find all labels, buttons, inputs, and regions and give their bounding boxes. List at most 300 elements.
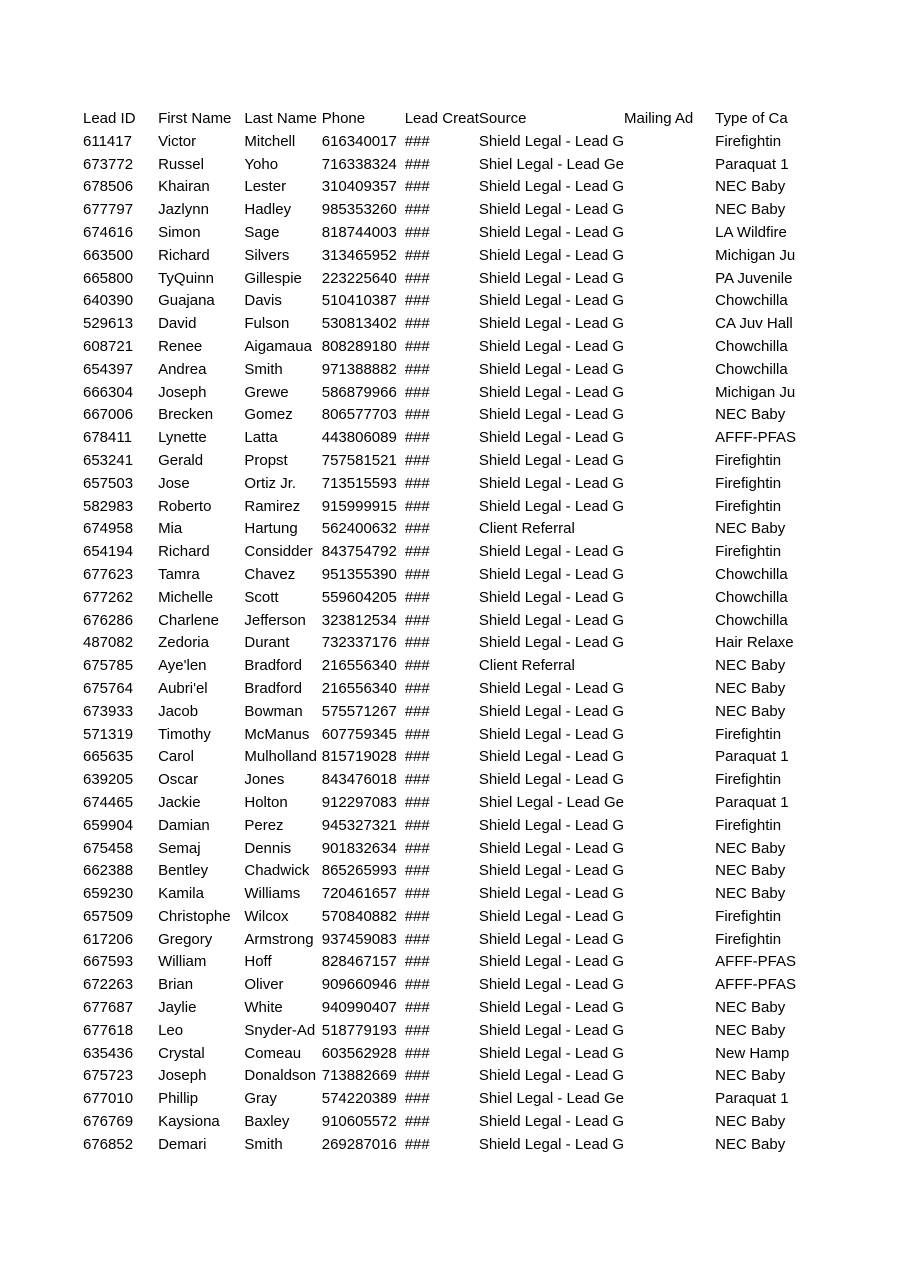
mailing-address-cell: [624, 245, 715, 268]
lead-id-cell: 611417: [83, 132, 132, 150]
type-of-case-cell: Chowchilla: [715, 588, 788, 606]
phone-cell: 937459083: [321, 930, 397, 948]
table-row[interactable]: [83, 587, 813, 610]
mailing-address-cell: [624, 587, 715, 610]
phone-cell: 843754792: [321, 543, 397, 561]
table-row[interactable]: [83, 404, 813, 427]
lead-created-cell: ###: [404, 1090, 430, 1108]
table-row[interactable]: [83, 1111, 813, 1134]
first-name-cell: Michelle: [158, 588, 214, 606]
first-name-cell: Jaylie: [158, 999, 197, 1017]
phone-cell: 757581521: [321, 451, 397, 469]
column-header-phone: Phone: [321, 110, 366, 127]
lead-created-cell: ###: [404, 223, 430, 241]
last-name-cell: Baxley: [244, 1113, 290, 1131]
column-header-lead-created: Lead Creat: [404, 110, 479, 127]
first-name-cell: Charlene: [158, 611, 219, 629]
type-of-case-cell: Firefightin: [715, 930, 782, 948]
lead-id-cell: 673933: [83, 702, 134, 720]
type-of-case-cell: NEC Baby: [715, 1113, 786, 1131]
last-name-cell: Fulson: [244, 315, 290, 333]
phone-cell: 310409357: [321, 178, 397, 196]
last-name-cell: White: [244, 999, 283, 1017]
source-cell: Shield Legal - Lead G: [478, 1067, 625, 1085]
last-name-cell: Snyder-Ad: [244, 1021, 316, 1039]
mailing-address-cell: [624, 951, 715, 974]
source-cell: Shield Legal - Lead G: [478, 976, 625, 994]
type-of-case-cell: Michigan Ju: [715, 383, 796, 401]
table-row[interactable]: [83, 359, 813, 382]
source-cell: Shield Legal - Lead G: [478, 337, 625, 355]
table-row[interactable]: [83, 929, 813, 952]
last-name-cell: Aigamaua: [244, 337, 312, 355]
table-row[interactable]: [83, 313, 813, 336]
lead-created-cell: ###: [404, 1021, 430, 1039]
source-cell: Shield Legal - Lead G: [478, 999, 625, 1017]
lead-created-cell: ###: [404, 178, 430, 196]
lead-id-cell: 674465: [83, 793, 134, 811]
source-cell: Shiel Legal - Lead Ge: [478, 793, 625, 811]
lead-id-cell: 582983: [83, 497, 134, 515]
lead-created-cell: ###: [404, 497, 430, 515]
table-row[interactable]: [83, 1065, 813, 1088]
source-cell: Shield Legal - Lead G: [478, 839, 625, 857]
source-cell: Shield Legal - Lead G: [478, 816, 625, 834]
type-of-case-cell: Firefightin: [715, 725, 782, 743]
type-of-case-cell: NEC Baby: [715, 885, 786, 903]
first-name-cell: Guajana: [158, 292, 215, 310]
mailing-address-cell: [624, 199, 715, 222]
table-row[interactable]: [83, 473, 813, 496]
lead-created-cell: ###: [404, 999, 430, 1017]
mailing-address-cell: [624, 746, 715, 769]
type-of-case-cell: New Hamp: [715, 1044, 790, 1062]
lead-id-cell: 662388: [83, 862, 134, 880]
type-of-case-cell: PA Juvenile: [715, 269, 793, 287]
table-row[interactable]: [83, 746, 813, 769]
phone-cell: 732337176: [321, 634, 397, 652]
source-cell: Shield Legal - Lead G: [478, 702, 625, 720]
table-row[interactable]: [83, 382, 813, 405]
type-of-case-cell: NEC Baby: [715, 1135, 786, 1153]
first-name-cell: Victor: [158, 132, 197, 150]
phone-cell: 713515593: [321, 474, 397, 492]
lead-created-cell: ###: [404, 793, 430, 811]
lead-created-cell: ###: [404, 1067, 430, 1085]
lead-created-cell: ###: [404, 269, 430, 287]
lead-id-cell: 665635: [83, 748, 134, 766]
type-of-case-cell: NEC Baby: [715, 178, 786, 196]
first-name-cell: Semaj: [158, 839, 201, 857]
lead-created-cell: ###: [404, 337, 430, 355]
last-name-cell: Considder: [244, 543, 313, 561]
mailing-address-cell: [624, 176, 715, 199]
first-name-cell: Joseph: [158, 383, 207, 401]
mailing-address-cell: [624, 404, 715, 427]
last-name-cell: Williams: [244, 885, 301, 903]
phone-cell: 716338324: [321, 155, 397, 173]
type-of-case-cell: Firefightin: [715, 907, 782, 925]
lead-id-cell: 571319: [83, 725, 134, 743]
table-row[interactable]: [83, 860, 813, 883]
source-cell: Shiel Legal - Lead Ge: [478, 155, 625, 173]
phone-cell: 985353260: [321, 201, 397, 219]
phone-cell: 909660946: [321, 976, 397, 994]
first-name-cell: Richard: [158, 246, 210, 264]
first-name-cell: Brian: [158, 976, 194, 994]
source-cell: Client Referral: [478, 657, 575, 675]
lead-created-cell: ###: [404, 1135, 430, 1153]
last-name-cell: Chavez: [244, 565, 296, 583]
mailing-address-cell: [624, 336, 715, 359]
column-header-source: Source: [478, 110, 527, 127]
lead-id-cell: 529613: [83, 315, 134, 333]
mailing-address-cell: [624, 564, 715, 587]
last-name-cell: Holton: [244, 793, 288, 811]
lead-id-cell: 654397: [83, 360, 134, 378]
type-of-case-cell: Chowchilla: [715, 337, 788, 355]
phone-cell: 575571267: [321, 702, 397, 720]
table-row[interactable]: [83, 496, 813, 519]
mailing-address-cell: [624, 1111, 715, 1134]
phone-cell: 818744003: [321, 223, 397, 241]
first-name-cell: Simon: [158, 223, 201, 241]
source-cell: Shield Legal - Lead G: [478, 930, 625, 948]
last-name-cell: Durant: [244, 634, 290, 652]
phone-cell: 843476018: [321, 771, 397, 789]
phone-cell: 616340017: [321, 132, 397, 150]
lead-id-cell: 640390: [83, 292, 134, 310]
type-of-case-cell: Chowchilla: [715, 611, 788, 629]
last-name-cell: Hoff: [244, 953, 272, 971]
last-name-cell: Grewe: [244, 383, 289, 401]
type-of-case-cell: AFFF-PFAS: [715, 976, 797, 994]
lead-id-cell: 677687: [83, 999, 134, 1017]
mailing-address-cell: [624, 974, 715, 997]
last-name-cell: Davis: [244, 292, 282, 310]
lead-id-cell: 639205: [83, 771, 134, 789]
first-name-cell: Jazlynn: [158, 201, 209, 219]
lead-id-cell: 678506: [83, 178, 134, 196]
lead-created-cell: ###: [404, 588, 430, 606]
source-cell: Shield Legal - Lead G: [478, 178, 625, 196]
table-header: [83, 108, 813, 131]
table-row[interactable]: [83, 815, 813, 838]
source-cell: Shield Legal - Lead G: [478, 360, 625, 378]
type-of-case-cell: NEC Baby: [715, 702, 786, 720]
source-cell: Shield Legal - Lead G: [478, 543, 625, 561]
table-row[interactable]: [83, 131, 813, 154]
lead-created-cell: ###: [404, 702, 430, 720]
source-cell: Shield Legal - Lead G: [478, 315, 625, 333]
first-name-cell: Jackie: [158, 793, 201, 811]
first-name-cell: Gerald: [158, 451, 204, 469]
lead-created-cell: ###: [404, 953, 430, 971]
source-cell: Shield Legal - Lead G: [478, 1021, 625, 1039]
type-of-case-cell: NEC Baby: [715, 657, 786, 675]
phone-cell: 910605572: [321, 1113, 397, 1131]
phone-cell: 815719028: [321, 748, 397, 766]
source-cell: Shield Legal - Lead G: [478, 474, 625, 492]
lead-id-cell: 663500: [83, 246, 134, 264]
first-name-cell: Gregory: [158, 930, 213, 948]
lead-created-cell: ###: [404, 315, 430, 333]
table-row[interactable]: [83, 678, 813, 701]
source-cell: Shield Legal - Lead G: [478, 771, 625, 789]
last-name-cell: Bradford: [244, 657, 302, 675]
lead-created-cell: ###: [404, 201, 430, 219]
table-row[interactable]: [83, 199, 813, 222]
mailing-address-cell: [624, 997, 715, 1020]
lead-created-cell: ###: [404, 451, 430, 469]
mailing-address-cell: [624, 222, 715, 245]
column-header-lead-id: Lead ID: [83, 110, 136, 127]
table-row[interactable]: [83, 906, 813, 929]
table-row[interactable]: [83, 1043, 813, 1066]
phone-cell: 562400632: [321, 520, 397, 538]
first-name-cell: Oscar: [158, 771, 199, 789]
last-name-cell: Lester: [244, 178, 287, 196]
mailing-address-cell: [624, 131, 715, 154]
first-name-cell: Russel: [158, 155, 204, 173]
table-row[interactable]: [83, 541, 813, 564]
lead-id-cell: 678411: [83, 429, 132, 447]
mailing-address-cell: [624, 860, 715, 883]
table-row[interactable]: [83, 518, 813, 541]
last-name-cell: Wilcox: [244, 907, 289, 925]
phone-cell: 940990407: [321, 999, 397, 1017]
table-row[interactable]: [83, 245, 813, 268]
lead-created-cell: ###: [404, 634, 430, 652]
phone-cell: 323812534: [321, 611, 397, 629]
lead-id-cell: 487082: [83, 634, 134, 652]
table-row[interactable]: [83, 974, 813, 997]
first-name-cell: Christophe: [158, 907, 231, 925]
source-cell: Shield Legal - Lead G: [478, 201, 625, 219]
first-name-cell: Joseph: [158, 1067, 207, 1085]
type-of-case-cell: Paraquat 1: [715, 748, 789, 766]
table-body: [83, 131, 813, 1157]
lead-id-cell: 677010: [83, 1090, 134, 1108]
first-name-cell: Carol: [158, 748, 194, 766]
phone-cell: 806577703: [321, 406, 397, 424]
first-name-cell: Bentley: [158, 862, 209, 880]
last-name-cell: McManus: [244, 725, 310, 743]
source-cell: Client Referral: [478, 520, 575, 538]
type-of-case-cell: Paraquat 1: [715, 1090, 789, 1108]
first-name-cell: Lynette: [158, 429, 207, 447]
lead-id-cell: 653241: [83, 451, 134, 469]
last-name-cell: Silvers: [244, 246, 290, 264]
last-name-cell: Mitchell: [244, 132, 296, 150]
phone-cell: 915999915: [321, 497, 397, 515]
lead-created-cell: ###: [404, 679, 430, 697]
table-row[interactable]: [83, 951, 813, 974]
last-name-cell: Hadley: [244, 201, 292, 219]
first-name-cell: Timothy: [158, 725, 211, 743]
mailing-address-cell: [624, 838, 715, 861]
lead-id-cell: 676852: [83, 1135, 134, 1153]
lead-created-cell: ###: [404, 429, 430, 447]
first-name-cell: Demari: [158, 1135, 207, 1153]
first-name-cell: Jacob: [158, 702, 199, 720]
mailing-address-cell: [624, 655, 715, 678]
lead-id-cell: 674958: [83, 520, 134, 538]
lead-created-cell: ###: [404, 771, 430, 789]
lead-created-cell: ###: [404, 246, 430, 264]
table-row[interactable]: [83, 632, 813, 655]
last-name-cell: Yoho: [244, 155, 279, 173]
table-row[interactable]: [83, 792, 813, 815]
last-name-cell: Jefferson: [244, 611, 306, 629]
mailing-address-cell: [624, 1020, 715, 1043]
mailing-address-cell: [624, 632, 715, 655]
type-of-case-cell: Hair Relaxe: [715, 634, 794, 652]
source-cell: Shiel Legal - Lead Ge: [478, 1090, 625, 1108]
lead-id-cell: 665800: [83, 269, 134, 287]
lead-created-cell: ###: [404, 976, 430, 994]
phone-cell: 223225640: [321, 269, 397, 287]
type-of-case-cell: NEC Baby: [715, 1021, 786, 1039]
mailing-address-cell: [624, 1088, 715, 1111]
lead-id-cell: 677262: [83, 588, 134, 606]
table-row[interactable]: [83, 838, 813, 861]
table-row[interactable]: [83, 222, 813, 245]
first-name-cell: Damian: [158, 816, 210, 834]
table-row[interactable]: [83, 1020, 813, 1043]
mailing-address-cell: [624, 701, 715, 724]
source-cell: Shield Legal - Lead G: [478, 269, 625, 287]
mailing-address-cell: [624, 268, 715, 291]
first-name-cell: David: [158, 315, 197, 333]
type-of-case-cell: Firefightin: [715, 497, 782, 515]
type-of-case-cell: Michigan Ju: [715, 246, 796, 264]
column-header-type-of-case: Type of Ca: [715, 110, 788, 127]
mailing-address-cell: [624, 792, 715, 815]
phone-cell: 945327321: [321, 816, 397, 834]
lead-id-cell: 659230: [83, 885, 134, 903]
mailing-address-cell: [624, 678, 715, 701]
mailing-address-cell: [624, 290, 715, 313]
source-cell: Shield Legal - Lead G: [478, 634, 625, 652]
last-name-cell: Bowman: [244, 702, 303, 720]
table-row[interactable]: [83, 655, 813, 678]
phone-cell: 971388882: [321, 360, 397, 378]
table-row[interactable]: [83, 1088, 813, 1111]
phone-cell: 607759345: [321, 725, 397, 743]
mailing-address-cell: [624, 883, 715, 906]
table-row[interactable]: [83, 701, 813, 724]
first-name-cell: Richard: [158, 543, 210, 561]
phone-cell: 216556340: [321, 679, 397, 697]
lead-id-cell: 667006: [83, 406, 134, 424]
lead-created-cell: ###: [404, 520, 430, 538]
type-of-case-cell: NEC Baby: [715, 201, 786, 219]
last-name-cell: Perez: [244, 816, 284, 834]
lead-id-cell: 675723: [83, 1067, 134, 1085]
lead-created-cell: ###: [404, 657, 430, 675]
lead-created-cell: ###: [404, 543, 430, 561]
type-of-case-cell: Firefightin: [715, 816, 782, 834]
last-name-cell: Ramirez: [244, 497, 301, 515]
table-row[interactable]: [83, 997, 813, 1020]
header-row: [83, 108, 813, 131]
table-row[interactable]: [83, 176, 813, 199]
first-name-cell: Leo: [158, 1021, 184, 1039]
type-of-case-cell: Paraquat 1: [715, 155, 789, 173]
table-row[interactable]: [83, 268, 813, 291]
source-cell: Shield Legal - Lead G: [478, 885, 625, 903]
table-row[interactable]: [83, 724, 813, 747]
column-header-last-name: Last Name: [244, 110, 317, 127]
lead-created-cell: ###: [404, 725, 430, 743]
lead-id-cell: 657503: [83, 474, 134, 492]
table-row[interactable]: [83, 610, 813, 633]
mailing-address-cell: [624, 610, 715, 633]
lead-created-cell: ###: [404, 132, 430, 150]
source-cell: Shield Legal - Lead G: [478, 565, 625, 583]
type-of-case-cell: AFFF-PFAS: [715, 429, 797, 447]
phone-cell: 720461657: [321, 885, 397, 903]
mailing-address-cell: [624, 929, 715, 952]
table-row[interactable]: [83, 769, 813, 792]
last-name-cell: Oliver: [244, 976, 284, 994]
table-row[interactable]: [83, 450, 813, 473]
source-cell: Shield Legal - Lead G: [478, 1135, 625, 1153]
type-of-case-cell: AFFF-PFAS: [715, 953, 797, 971]
last-name-cell: Gillespie: [244, 269, 302, 287]
table-row[interactable]: [83, 336, 813, 359]
first-name-cell: Roberto: [158, 497, 212, 515]
lead-id-cell: 617206: [83, 930, 134, 948]
last-name-cell: Hartung: [244, 520, 298, 538]
lead-id-cell: 659904: [83, 816, 134, 834]
lead-created-cell: ###: [404, 930, 430, 948]
phone-cell: 518779193: [321, 1021, 397, 1039]
first-name-cell: Brecken: [158, 406, 214, 424]
source-cell: Shield Legal - Lead G: [478, 223, 625, 241]
type-of-case-cell: LA Wildfire: [715, 223, 787, 241]
mailing-address-cell: [624, 473, 715, 496]
source-cell: Shield Legal - Lead G: [478, 246, 625, 264]
table-row[interactable]: [83, 564, 813, 587]
first-name-cell: Mia: [158, 520, 183, 538]
table-row[interactable]: [83, 1134, 813, 1157]
first-name-cell: Crystal: [158, 1044, 205, 1062]
lead-id-cell: 657509: [83, 907, 134, 925]
source-cell: Shield Legal - Lead G: [478, 451, 625, 469]
last-name-cell: Armstrong: [244, 930, 314, 948]
source-cell: Shield Legal - Lead G: [478, 1044, 625, 1062]
mailing-address-cell: [624, 724, 715, 747]
phone-cell: 313465952: [321, 246, 397, 264]
table-row[interactable]: [83, 883, 813, 906]
phone-cell: 951355390: [321, 565, 397, 583]
source-cell: Shield Legal - Lead G: [478, 383, 625, 401]
last-name-cell: Smith: [244, 360, 283, 378]
mailing-address-cell: [624, 1043, 715, 1066]
lead-id-cell: 675785: [83, 657, 134, 675]
table-row[interactable]: [83, 154, 813, 177]
lead-id-cell: 677623: [83, 565, 134, 583]
type-of-case-cell: NEC Baby: [715, 1067, 786, 1085]
type-of-case-cell: Firefightin: [715, 543, 782, 561]
table-row[interactable]: [83, 427, 813, 450]
lead-created-cell: ###: [404, 406, 430, 424]
table-row[interactable]: [83, 290, 813, 313]
column-header-first-name: First Name: [158, 110, 232, 127]
phone-cell: 510410387: [321, 292, 397, 310]
